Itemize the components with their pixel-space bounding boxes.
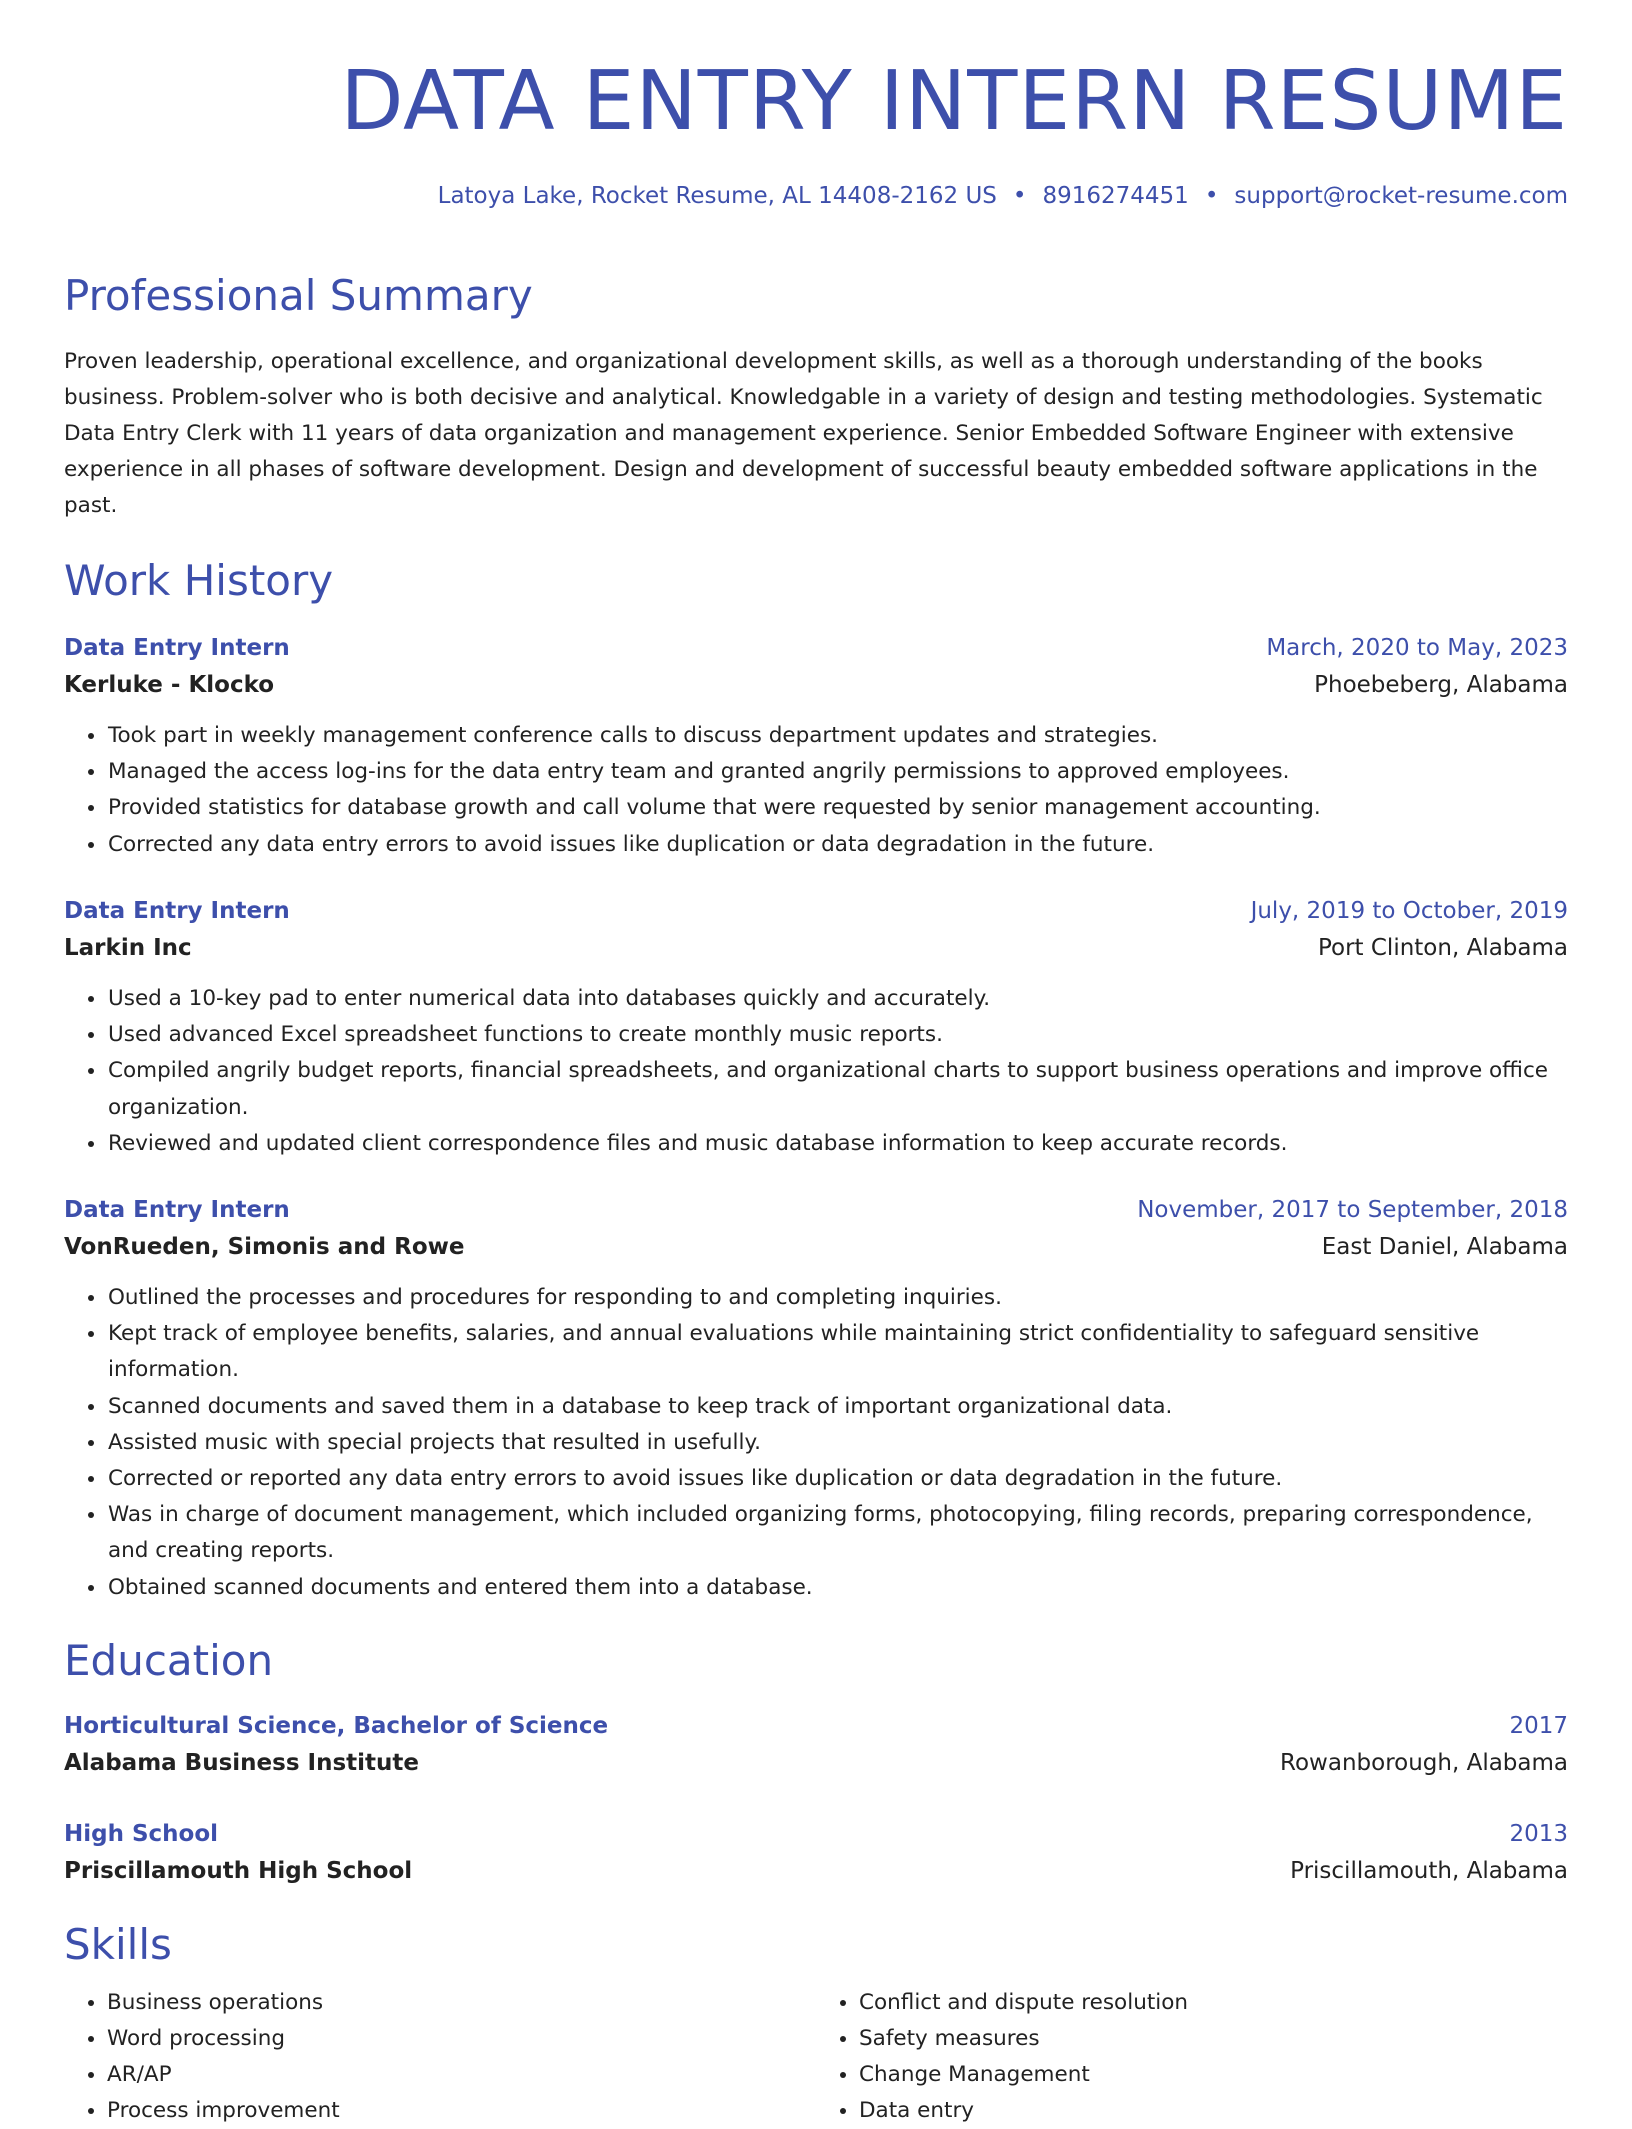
job-bullet: • Used a 10-key pad to enter numerical data into databases quickly and accurately. (107, 981, 1568, 1017)
job-bullet: • Reviewed and updated client correspondence files and music database information to keep accurate records. (107, 1126, 1568, 1162)
job-location: Phoebeberg, Alabama (1314, 672, 1568, 699)
job-bullets (64, 1280, 1568, 1606)
skills-list (64, 1985, 1568, 2129)
job-bullet: • Corrected any data entry errors to avoid issues like duplication or data degradation in the future. (107, 827, 1568, 863)
resume-title: DATA ENTRY INTERN RESUME (340, 54, 1568, 149)
job-entry (64, 893, 1568, 1162)
skill-item: • Data entry (859, 2093, 1568, 2129)
contact-separator: • (1012, 183, 1027, 210)
education-school: Alabama Business Institute (64, 1750, 419, 1777)
contact-address: Latoya Lake, Rocket Resume, AL 14408-2162 US (437, 183, 997, 210)
job-entry (64, 1192, 1568, 1606)
job-location: East Daniel, Alabama (1321, 1233, 1568, 1260)
job-company: Larkin Inc (64, 934, 192, 961)
job-dates: March, 2020 to May, 2023 (1266, 635, 1568, 662)
job-role: Data Entry Intern (64, 635, 290, 662)
education-location: Rowanborough, Alabama (1280, 1750, 1568, 1777)
job-entry (64, 630, 1568, 863)
job-bullet: • Managed the access log-ins for the data entry team and granted angrily permissions to approved employees. (107, 754, 1568, 790)
skill-item: • Process improvement (107, 2093, 816, 2129)
education-year: 2013 (1509, 1821, 1568, 1848)
skill-item: • Change Management (859, 2057, 1568, 2093)
job-bullets (64, 718, 1568, 863)
contact-separator: • (1204, 183, 1219, 210)
job-dates: November, 2017 to September, 2018 (1137, 1196, 1568, 1223)
summary-heading: Professional Summary (64, 271, 533, 321)
job-company: Kerluke - Klocko (64, 672, 275, 699)
education-year: 2017 (1509, 1713, 1568, 1740)
job-location: Port Clinton, Alabama (1317, 934, 1568, 961)
education-location: Priscillamouth, Alabama (1290, 1858, 1568, 1885)
job-bullet: • Took part in weekly management conference calls to discuss department updates and strategies. (107, 718, 1568, 754)
skills-heading: Skills (64, 1920, 172, 1970)
job-bullet: • Kept track of employee benefits, salaries, and annual evaluations while maintaining strict confidentiality to safeguard sensitive information. (107, 1316, 1568, 1388)
job-bullet: • Corrected or reported any data entry errors to avoid issues like duplication or data degradation in the future. (107, 1461, 1568, 1497)
job-bullet: • Assisted music with special projects that resulted in usefully. (107, 1425, 1568, 1461)
job-bullet: • Used advanced Excel spreadsheet functions to create monthly music reports. (107, 1017, 1568, 1053)
education-degree: High School (64, 1821, 219, 1848)
job-bullet: • Obtained scanned documents and entered them into a database. (107, 1570, 1568, 1606)
job-role: Data Entry Intern (64, 1196, 290, 1223)
job-bullet: • Was in charge of document management, which included organizing forms, photocopying, filing records, preparing correspondence, and creating reports. (107, 1497, 1568, 1569)
skill-item: • Business operations (107, 1985, 816, 2021)
job-bullet: • Scanned documents and saved them in a database to keep track of important organizational data. (107, 1389, 1568, 1425)
skill-item: • Conflict and dispute resolution (859, 1985, 1568, 2021)
education-entry (64, 1708, 1568, 1782)
skills-column-left (64, 1985, 816, 2129)
education-entry (64, 1816, 1568, 1890)
education-heading: Education (64, 1635, 274, 1685)
job-role: Data Entry Intern (64, 897, 290, 924)
work-history-heading: Work History (64, 555, 334, 605)
contact-email: support@rocket-resume.com (1234, 183, 1568, 210)
job-dates: July, 2019 to October, 2019 (1250, 897, 1568, 924)
education-school: Priscillamouth High School (64, 1858, 413, 1885)
skill-item: • Safety measures (859, 2021, 1568, 2057)
contact-phone: 8916274451 (1042, 183, 1189, 210)
education-degree: Horticultural Science, Bachelor of Science (64, 1713, 609, 1740)
skills-column-right (816, 1985, 1568, 2129)
job-bullet: • Provided statistics for database growth and call volume that were requested by senior management accounting. (107, 790, 1568, 826)
summary-text: Proven leadership, operational excellence, and organizational development skills, as well as a thorough understanding of the books business. Problem-solver who is both decisive and analytical. Knowledgable in a variety of design and testing methodologies. Systematic Data Entry Clerk with 11 years of data organization and management experience. Senior Embedded Software Engineer with extensive experience in all phases of software development. Design and development of successful beauty embedded software applications in the past. (64, 348, 1543, 518)
skill-item: • Word processing (107, 2021, 816, 2057)
job-bullet: • Compiled angrily budget reports, financial spreadsheets, and organizational charts to support business operations and improve office organization. (107, 1053, 1568, 1125)
contact-line (64, 183, 1568, 209)
job-bullet: • Outlined the processes and procedures for responding to and completing inquiries. (107, 1280, 1568, 1316)
job-bullets (64, 981, 1568, 1162)
job-company: VonRueden, Simonis and Rowe (64, 1233, 465, 1260)
skill-item: • AR/AP (107, 2057, 816, 2093)
work-history-list (64, 630, 1568, 1606)
